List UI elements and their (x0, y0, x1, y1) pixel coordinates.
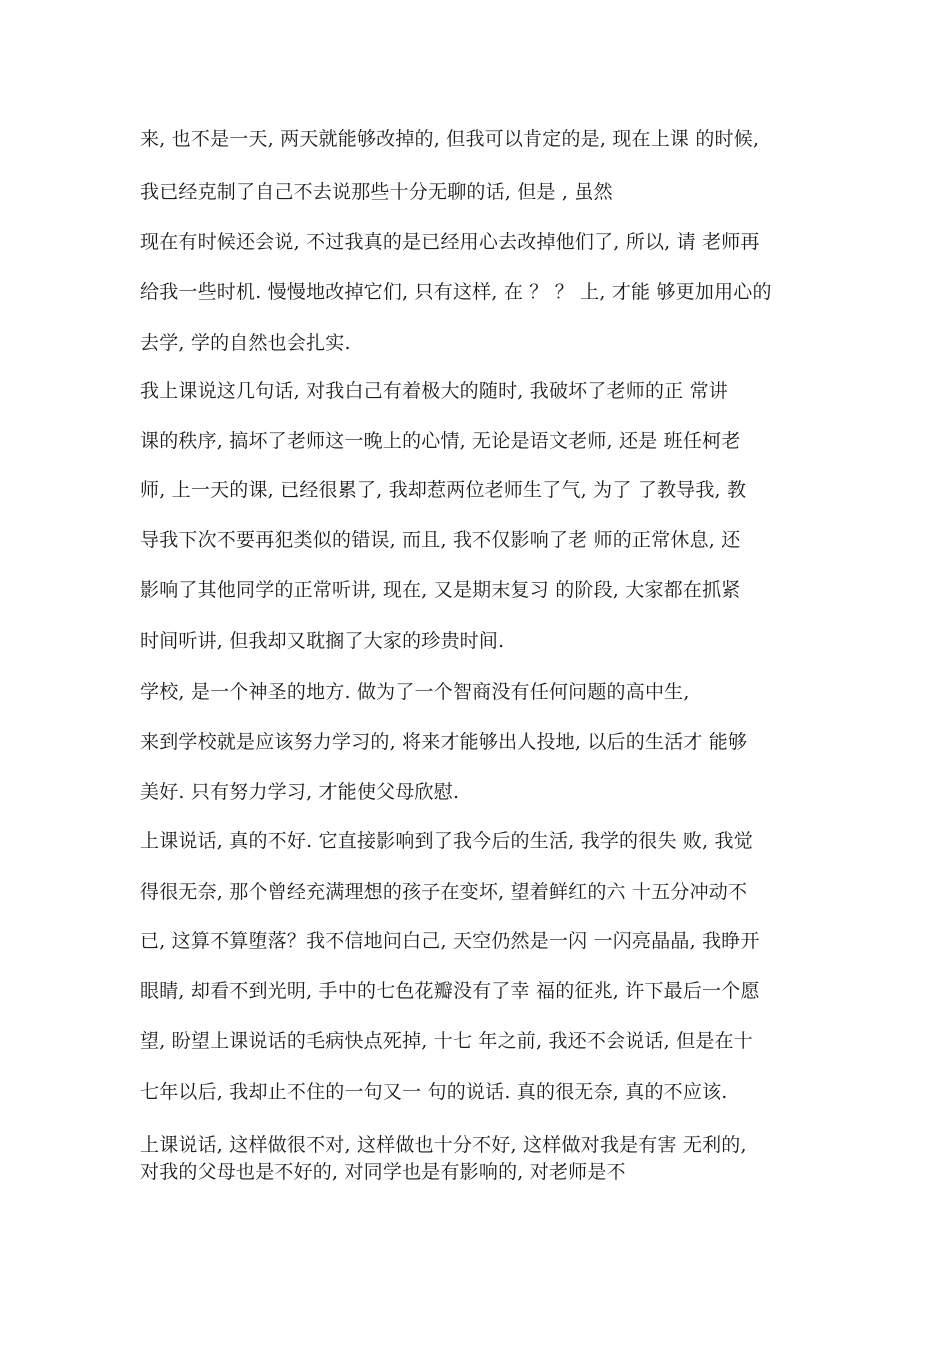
text-line: 影响了其他同学的正常听讲, 现在, 又是期末复习 的阶段, 大家都在抓紧 (140, 579, 741, 601)
text-line: 给我一些时机. 慢慢地改掉它们, 只有这样, 在 ？ ？ 上, 才能 够更加用心的 (140, 281, 772, 303)
text-line: 我已经克制了自己不去说那些十分无聊的话, 但是 , 虽然 (140, 181, 613, 203)
text-line: 眼睛, 却看不到光明, 手中的七色花瓣没有了幸 福的征兆, 许下最后一个愿 (140, 980, 760, 1002)
text-line: 师, 上一天的课, 已经很累了, 我却惹两位老师生了气, 为了 了教导我, 教 (140, 479, 747, 501)
text-line: 已, 这算不算堕落？我不信地问白己, 天空仍然是一闪 一闪亮晶晶, 我睁开 (140, 930, 760, 952)
text-line: 美好. 只有努力学习, 才能使父母欣慰. (140, 781, 460, 803)
text-line: 来, 也不是一天, 两天就能够改掉的, 但我可以肯定的是, 现在上课 的时候, (140, 128, 760, 150)
text-line: 上课说话, 这样做很不对, 这样做也十分不好, 这样做对我是有害 无利的, (140, 1134, 747, 1156)
text-line: 上课说话, 真的不好. 它直接影响到了我今后的生活, 我学的很失 败, 我觉 (140, 830, 753, 852)
text-line: 课的秩序, 搞坏了老师这一晚上的心情, 无论是语文老师, 还是 班任柯老 (140, 430, 741, 452)
text-line: 我上课说这几句话, 对我白己有着极大的随时, 我破坏了老师的正 常讲 (140, 380, 728, 402)
text-line: 去学, 学的自然也会扎实. (140, 332, 351, 354)
text-line: 七年以后, 我却止不住的一句又一 句的说话. 真的很无奈, 真的不应该. (140, 1081, 728, 1103)
text-line: 望, 盼望上课说话的毛病快点死掉, 十七 年之前, 我还不会说话, 但是在十 (140, 1030, 753, 1052)
text-line: 对我的父母也是不好的, 对同学也是有影响的, 对老师是不 (140, 1161, 626, 1183)
text-line: 导我下次不要再犯类似的错误, 而且, 我不仅影响了老 师的正常休息, 还 (140, 529, 741, 551)
text-line: 现在有时候还会说, 不过我真的是已经用心去改掉他们了, 所以, 请 老师再 (140, 231, 760, 253)
text-line: 学校, 是一个神圣的地方. 做为了一个智商没有任何问题的高中生, (140, 681, 690, 703)
text-line: 来到学校就是应该努力学习的, 将来才能够出人投地, 以后的生活才 能够 (140, 731, 748, 753)
text-line: 时间听讲, 但我却又耽搁了大家的珍贵时间. (140, 630, 505, 652)
text-line: 得很无奈, 那个曾经充满理想的孩子在变坏, 望着鲜红的六 十五分冲动不 (140, 881, 748, 903)
